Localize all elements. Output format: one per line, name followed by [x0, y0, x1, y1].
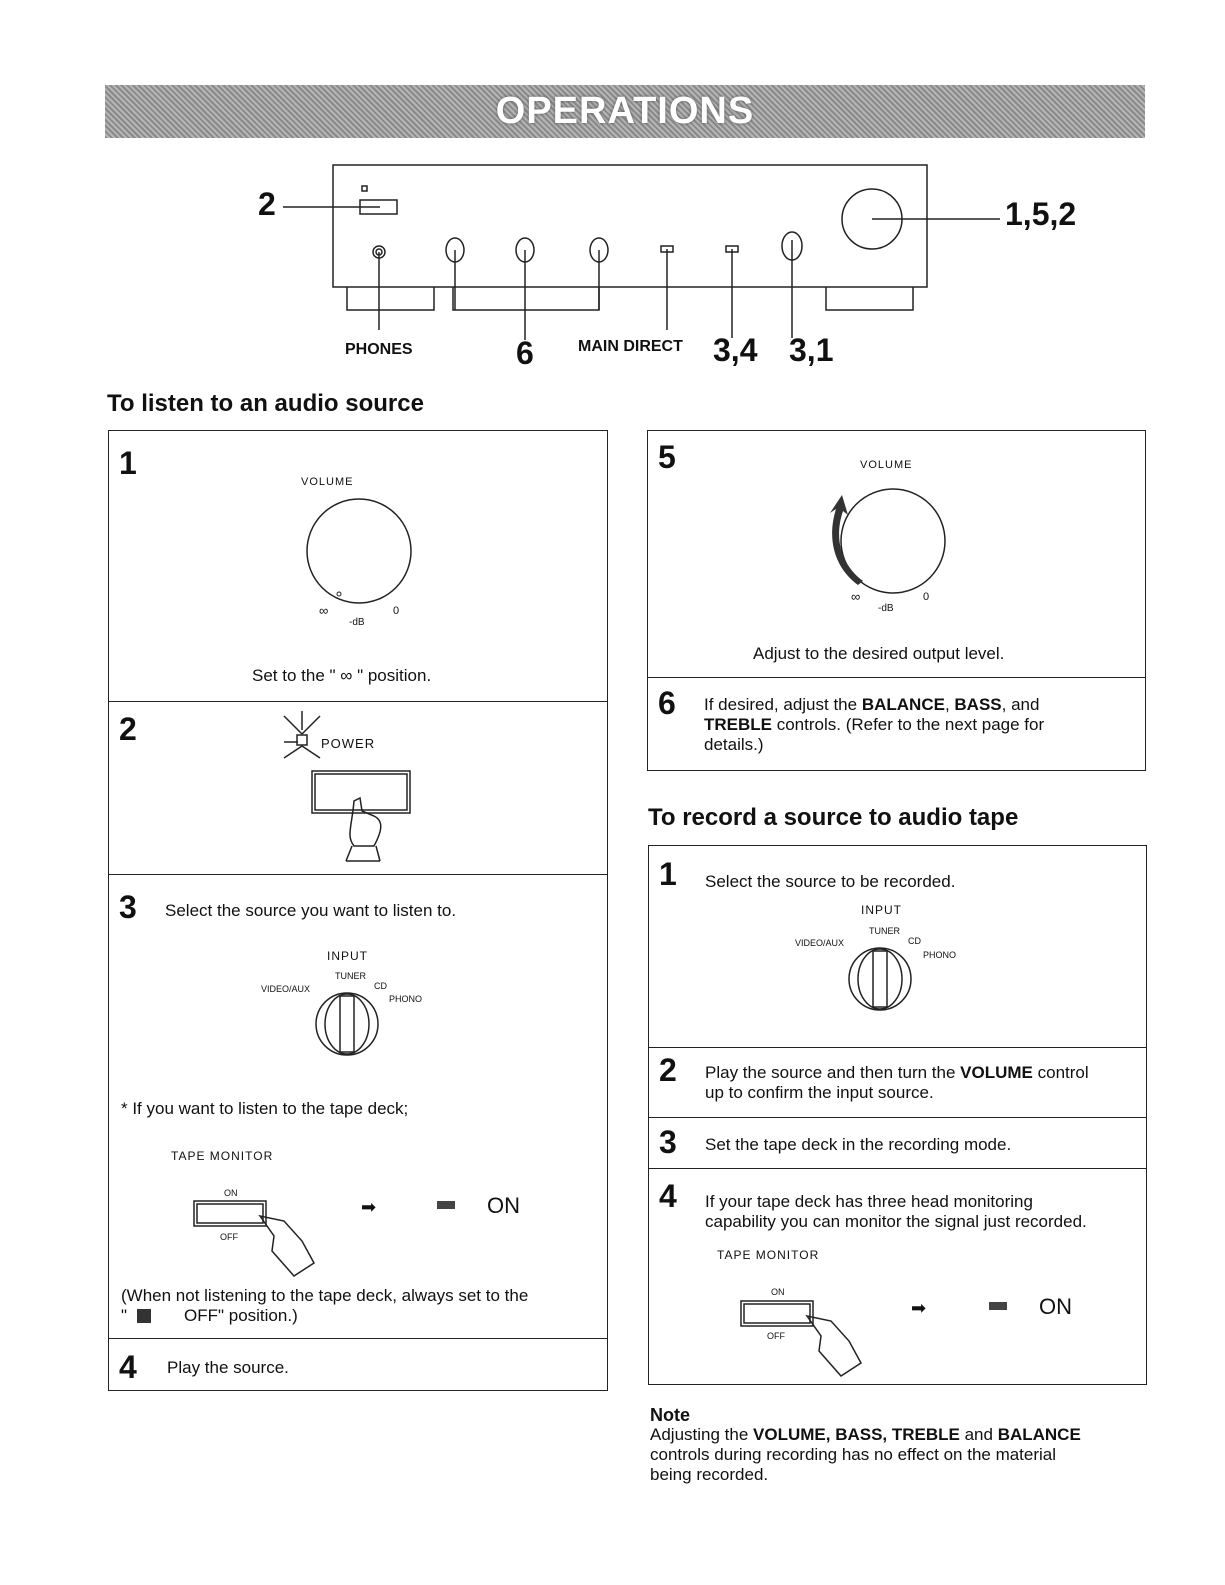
volume-label: VOLUME [860, 459, 913, 471]
video-aux-label: VIDEO/AUX [795, 938, 845, 948]
infinity-mark: ∞ [851, 589, 861, 604]
tape-monitor-icon [989, 1302, 1007, 1310]
db-mark: -dB [878, 603, 894, 614]
video-aux-label: VIDEO/AUX [261, 984, 311, 994]
volume-knob-icon [299, 491, 419, 621]
step-number: 2 [119, 711, 137, 747]
off-label: OFF [767, 1331, 785, 1341]
listen-steps-box [108, 430, 608, 1391]
callout-volume: 1,5,2 [1005, 196, 1077, 232]
infinity-mark: ∞ [319, 603, 329, 618]
input-label: INPUT [327, 949, 368, 963]
page-title: OPERATIONS [495, 90, 755, 132]
tuner-label: TUNER [335, 971, 366, 981]
step6-text: If desired, adjust the BALANCE, BASS, and TREBLE controls. (Refer to the next page for details.) [704, 695, 1045, 754]
tape-monitor-icon [137, 1309, 151, 1323]
step3-text: Select the source you want to listen to. [165, 901, 457, 920]
step-number: 2 [659, 1052, 677, 1088]
tape-monitor-label: TAPE MONITOR [171, 1149, 274, 1163]
record-step2-text: Play the source and then turn the VOLUME control up to confirm the input source. [705, 1063, 1089, 1102]
zero-mark: 0 [393, 605, 400, 617]
label-main-direct: MAIN DIRECT [578, 338, 683, 355]
volume-label: VOLUME [301, 476, 354, 488]
tape-monitor-label: TAPE MONITOR [717, 1248, 820, 1262]
result-on-text: ON [1039, 1294, 1072, 1319]
cd-label: CD [374, 981, 387, 991]
divider [648, 677, 1145, 678]
label-phones: PHONES [345, 341, 413, 358]
caution-text-quote: " [121, 1306, 128, 1325]
divider [109, 1338, 607, 1339]
phono-label: PHONO [389, 994, 423, 1004]
input-selector-knob-icon [314, 991, 384, 1061]
divider [649, 1168, 1146, 1169]
record-steps-box [648, 845, 1147, 1385]
step-number: 4 [659, 1178, 677, 1214]
step-number: 3 [659, 1124, 677, 1160]
result-on-text: ON [487, 1193, 520, 1218]
callout-tone: 6 [516, 335, 534, 371]
callout-power: 2 [258, 186, 276, 222]
record-step3-text: Set the tape deck in the recording mode. [705, 1135, 1012, 1154]
power-label: POWER [321, 736, 376, 751]
step5-text: Adjust to the desired output level. [753, 644, 1005, 663]
note-heading: Note [650, 1405, 690, 1425]
step-number: 1 [119, 445, 137, 481]
section-heading-listen: To listen to an audio source [107, 390, 424, 417]
off-label: OFF [220, 1232, 238, 1242]
divider [109, 874, 607, 875]
step-number: 1 [659, 856, 677, 892]
note-text: Adjusting the VOLUME, BASS, TREBLE and BALANCE controls during recording has no effect on the material being recorded. [650, 1425, 1081, 1484]
tape-monitor-switch-press-icon [741, 1301, 871, 1401]
section-heading-record: To record a source to audio tape [648, 804, 1019, 831]
input-selector-knob-icon [847, 946, 917, 1016]
input-label: INPUT [861, 903, 902, 917]
tuner-label: TUNER [869, 926, 900, 936]
divider [109, 701, 607, 702]
db-mark: -dB [349, 617, 365, 628]
step-number: 6 [658, 685, 676, 721]
step-number: 5 [658, 439, 676, 475]
on-label: ON [771, 1287, 785, 1297]
phono-label: PHONO [923, 950, 957, 960]
on-label: ON [224, 1188, 238, 1198]
record-step1-text: Select the source to be recorded. [705, 872, 956, 891]
step-number: 3 [119, 889, 137, 925]
callout-input: 3,1 [789, 332, 834, 368]
tape-monitor-icon [437, 1201, 455, 1209]
step-number: 4 [119, 1349, 137, 1385]
caution-text-end: OFF" position.) [184, 1306, 298, 1325]
adjust-steps-box [647, 430, 1146, 771]
cd-label: CD [908, 936, 921, 946]
caution-text: (When not listening to the tape deck, always set to the [121, 1286, 529, 1305]
divider [649, 1117, 1146, 1118]
zero-mark: 0 [923, 591, 930, 603]
record-step4-text: If your tape deck has three head monitoring capability you can monitor the signal just recorded. [705, 1192, 1087, 1231]
step1-text: Set to the " ∞ " position. [252, 666, 432, 685]
divider [649, 1047, 1146, 1048]
step4-text: Play the source. [167, 1358, 289, 1377]
volume-knob-turn-icon [818, 481, 958, 601]
arrow-right-icon: ➡ [911, 1298, 927, 1318]
arrow-right-icon: ➡ [361, 1197, 377, 1217]
tape-note-text: * If you want to listen to the tape deck; [121, 1099, 409, 1118]
callout-tape-monitor: 3,4 [713, 332, 758, 368]
